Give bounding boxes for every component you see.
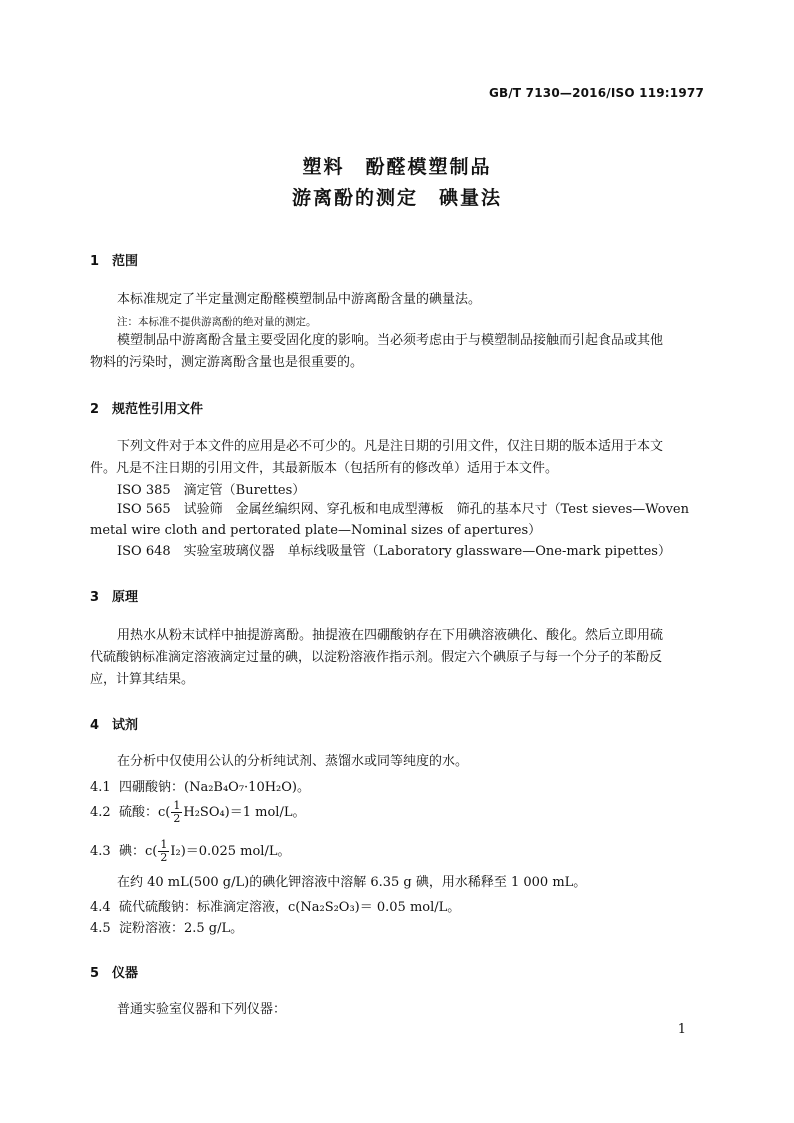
paragraph: 模塑制品中游离酚含量主要受固化度的影响。当必须考虑由于与模塑制品接触而引起食品或其他 <box>117 333 664 348</box>
section-title: 规范性引用文件 <box>112 402 204 417</box>
reference-item: ISO 565 试验筛 金属丝编织网、穿孔板和电成型薄板 筛孔的基本尺寸（Test sieves—Woven <box>117 502 689 517</box>
document-title-line2: 游离酚的测定 碘量法 <box>291 187 502 209</box>
reference-item: ISO 648 实验室玻璃仪器 单标线吸量管（Laboratory glassware—One-mark pipettes） <box>117 544 671 559</box>
fraction-denominator: 2 <box>173 812 181 825</box>
item-text: 硫代硫酸钠：标准滴定溶液，c(Na₂S₂O₃)＝ 0.05 mol/L。 <box>119 900 461 915</box>
fraction <box>158 839 169 864</box>
item-text: 淀粉溶液：2.5 g/L。 <box>119 921 244 936</box>
paragraph: 在分析中仅使用公认的分析纯试剂、蒸馏水或同等纯度的水。 <box>117 754 469 769</box>
section-title: 范围 <box>112 254 139 269</box>
section-2-heading <box>90 398 203 417</box>
document-title-line1: 塑料 酚醛模塑制品 <box>302 156 492 178</box>
reagent-item <box>90 776 310 795</box>
section-number: 3 <box>90 590 100 605</box>
item-text: 碘：c( <box>119 844 158 859</box>
section-title: 试剂 <box>112 718 139 733</box>
reference-item: metal wire cloth and pertorated plate—Nominal sizes of apertures） <box>90 523 542 538</box>
fraction-numerator: 1 <box>160 838 168 851</box>
section-title: 原理 <box>112 590 139 605</box>
paragraph: 在约 40 mL(500 g/L)的碘化钾溶液中溶解 6.35 g 碘，用水稀释至 1 000 mL。 <box>117 875 587 890</box>
page-number: 1 <box>677 1022 686 1037</box>
item-text: H₂SO₄)＝1 mol/L。 <box>183 805 306 820</box>
fraction-denominator: 2 <box>160 851 168 864</box>
paragraph: 代硫酸钠标准滴定溶液滴定过量的碘，以淀粉溶液作指示剂。假定六个碘原子与每一个分子的苯酚反 <box>90 650 663 665</box>
reagent-item <box>90 839 290 864</box>
paragraph: 下列文件对于本文件的应用是必不可少的。凡是注日期的引用文件，仅注日期的版本适用于本文 <box>117 439 664 454</box>
item-text: 四硼酸钠：(Na₂B₄O₇·10H₂O)。 <box>119 780 310 795</box>
fraction-numerator: 1 <box>173 799 181 812</box>
section-5-heading <box>90 962 138 981</box>
paragraph: 用热水从粉末试样中抽提游离酚。抽提液在四硼酸钠存在下用碘溶液碘化、酸化。然后立即用硫 <box>117 628 664 643</box>
paragraph: 本标准规定了半定量测定酚醛模塑制品中游离酚含量的碘量法。 <box>117 292 482 307</box>
reagent-item <box>90 917 243 936</box>
reference-item: ISO 385 滴定管（Burettes） <box>117 483 306 498</box>
item-number: 4.3 <box>90 844 111 859</box>
reagent-item <box>90 896 460 915</box>
item-number: 4.4 <box>90 900 111 915</box>
fraction <box>171 800 182 825</box>
paragraph: 应，计算其结果。 <box>90 672 195 687</box>
section-number: 2 <box>90 402 100 417</box>
item-number: 4.2 <box>90 805 111 820</box>
item-number: 4.1 <box>90 780 111 795</box>
section-4-heading <box>90 714 138 733</box>
section-number: 4 <box>90 718 100 733</box>
paragraph: 件。凡是不注日期的引用文件，其最新版本（包括所有的修改单）适用于本文件。 <box>90 461 559 476</box>
item-number: 4.5 <box>90 921 111 936</box>
section-number: 5 <box>90 966 100 981</box>
section-3-heading <box>90 586 138 605</box>
item-text: I₂)＝0.025 mol/L。 <box>170 844 291 859</box>
section-1-heading <box>90 250 138 269</box>
paragraph: 普通实验室仪器和下列仪器： <box>117 1002 287 1017</box>
note: 注：本标准不提供游离酚的绝对量的测定。 <box>117 316 317 328</box>
paragraph: 物料的污染时，测定游离酚含量也是很重要的。 <box>90 355 364 370</box>
standard-number: GB/T 7130—2016/ISO 119:1977 <box>488 86 704 100</box>
reagent-item <box>90 800 305 825</box>
section-title: 仪器 <box>112 966 139 981</box>
item-text: 硫酸：c( <box>119 805 171 820</box>
section-number: 1 <box>90 254 100 269</box>
